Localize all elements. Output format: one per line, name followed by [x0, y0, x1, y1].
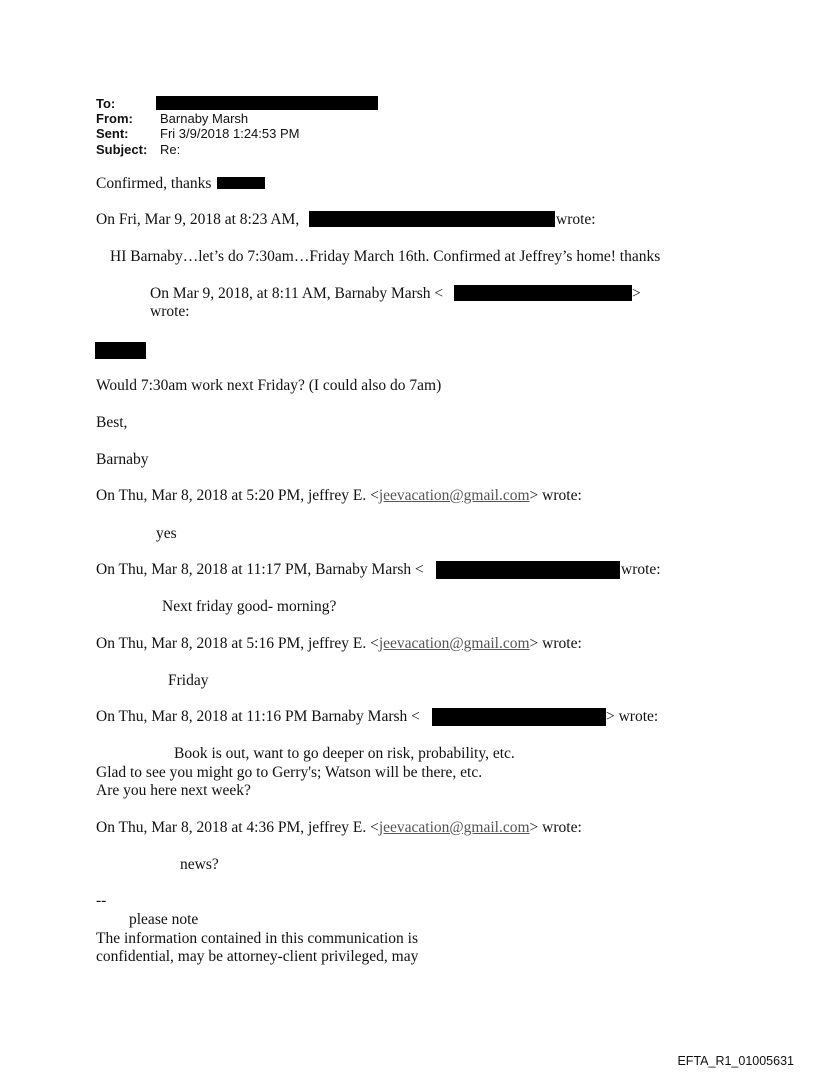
document-id: EFTA_R1_01005631	[677, 1054, 794, 1068]
reply-text: Confirmed, thanks	[96, 175, 212, 192]
redaction-q2-email	[454, 285, 632, 301]
redaction-q1-sender	[309, 211, 555, 227]
sent-value: Fri 3/9/2018 1:24:53 PM	[160, 126, 300, 141]
quote7-email-link[interactable]: jeevacation@gmail.com	[378, 819, 530, 836]
quote3-body: yes	[156, 525, 177, 542]
quote4-body: Next friday good- morning?	[162, 598, 337, 615]
redaction-q4-email	[436, 561, 620, 579]
quote4-wrote: wrote:	[621, 561, 661, 578]
quote5-intro: On Thu, Mar 8, 2018 at 5:16 PM, jeffrey E. <	[96, 635, 379, 652]
quote5-body: Friday	[168, 672, 209, 689]
to-label: To:	[96, 96, 116, 111]
from-value: Barnaby Marsh	[160, 111, 249, 126]
quote6-line1: Book is out, want to go deeper on risk, probability, etc.	[174, 745, 515, 762]
quote7-header	[96, 818, 582, 837]
quote6-wrote: > wrote:	[606, 708, 659, 725]
subject-label: Subject:	[96, 142, 148, 157]
quote7-wrote: > wrote:	[529, 819, 582, 836]
sent-label: Sent:	[96, 126, 129, 141]
quote1-body: HI Barnaby…let’s do 7:30am…Friday March 16th. Confirmed at Jeffrey’s home! thanks	[110, 248, 661, 265]
from-label: From:	[96, 111, 133, 126]
quote2-line3: Barnaby	[96, 451, 149, 468]
quote2-line2: Best,	[96, 414, 128, 431]
redaction-to	[156, 96, 378, 110]
redaction-q6-email	[432, 708, 606, 726]
quote4-intro: On Thu, Mar 8, 2018 at 11:17 PM, Barnaby Marsh <	[96, 561, 424, 578]
quote3-header	[96, 486, 582, 505]
quote5-header	[96, 634, 582, 653]
quote2-tail: >	[632, 285, 641, 302]
signature-line2: The information contained in this communication is	[96, 930, 418, 947]
quote5-wrote: > wrote:	[529, 635, 582, 652]
signature-line1: please note	[129, 911, 199, 928]
quote2-line1: Would 7:30am work next Friday? (I could also do 7am)	[96, 377, 442, 394]
quote1-intro: On Fri, Mar 9, 2018 at 8:23 AM,	[96, 211, 300, 228]
quote6-line3: Are you here next week?	[96, 782, 251, 799]
quote3-email-link[interactable]: jeevacation@gmail.com	[378, 487, 530, 504]
signature-line3: confidential, may be attorney-client privileged, may	[96, 948, 419, 965]
quote1-wrote: wrote:	[556, 211, 596, 228]
quote3-intro: On Thu, Mar 8, 2018 at 5:20 PM, jeffrey E. <	[96, 487, 379, 504]
quote6-line2: Glad to see you might go to Gerry's; Watson will be there, etc.	[96, 764, 483, 781]
quote7-intro: On Thu, Mar 8, 2018 at 4:36 PM, jeffrey E. <	[96, 819, 379, 836]
subject-value: Re:	[160, 142, 181, 157]
quote2-wrote: wrote:	[150, 303, 190, 320]
signature-dash: --	[96, 892, 107, 909]
quote6-intro: On Thu, Mar 8, 2018 at 11:16 PM Barnaby Marsh <	[96, 708, 420, 725]
quote5-email-link[interactable]: jeevacation@gmail.com	[378, 635, 530, 652]
quote7-body: news?	[180, 856, 219, 873]
redaction-q2-greeting	[95, 342, 146, 359]
redaction-reply-name	[217, 177, 265, 189]
quote2-intro: On Mar 9, 2018, at 8:11 AM, Barnaby Marsh <	[150, 285, 444, 302]
quote3-wrote: > wrote:	[529, 487, 582, 504]
